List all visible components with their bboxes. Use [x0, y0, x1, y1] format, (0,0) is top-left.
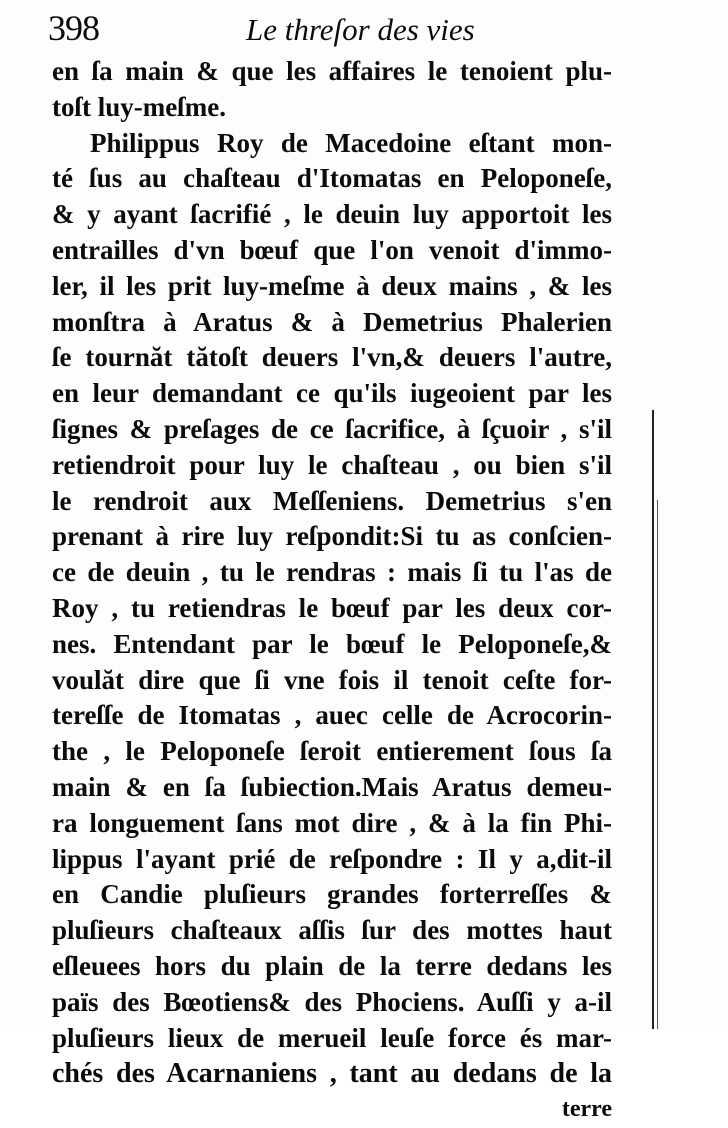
text-line: ler, il les prit luy-meſme à deux mains , & les: [52, 270, 612, 301]
text-line: nes. Entendant par le bœuf le Peloponeſe,&: [52, 628, 612, 659]
text-line: the , le Peloponeſe ſeroit entierement ſous ſa: [52, 736, 612, 767]
text-line: en leur demandant ce qu'ils iugeoient par les: [52, 378, 612, 409]
text-line: chés des Acarnaniens , tant au dedans de la: [52, 1058, 612, 1090]
page-gutter-edge: [657, 500, 658, 1029]
text-line: tereſſe de Itomatas , auec celle de Acrocorin-: [52, 700, 612, 731]
text-line: ſignes & preſages de ce ſacrifice, à ſçuoir , s'il: [52, 413, 612, 444]
text-line: en ſa main & que les affaires le tenoient plu-: [52, 56, 612, 86]
text-line: le rendroit aux Meſſeniens. Demetrius s'en: [52, 485, 612, 516]
text-line: voulăt dire que ſi vne fois il tenoit ceſte for-: [52, 664, 612, 695]
text-line: monſtra à Aratus & à Demetrius Phalerien: [52, 306, 612, 337]
text-line: pluſieurs lieux de merueil leuſe force és mar-: [52, 1022, 612, 1053]
text-line: té ſus au chaſteau d'Itomatas en Peloponeſe,: [52, 163, 612, 194]
paragraph-start-line: Philippus Roy de Macedoine eſtant mon-: [90, 127, 612, 158]
body-text: [52, 54, 612, 1128]
text-line: ra longuement ſans mot dire , & à la fin Phi-: [52, 807, 612, 838]
page-gutter-shadow: [652, 410, 654, 1029]
text-line: ſe tournăt tătoſt deuers l'vn,& deuers l'autre,: [52, 342, 612, 373]
text-line: Roy , tu retiendras le bœuf par les deux cor-: [52, 592, 612, 623]
text-line: ce de deuin , tu le rendras : mais ſi tu l'as de: [52, 557, 612, 588]
book-title: Le threſor des vies: [246, 12, 475, 47]
text-line: eſleuees hors du plain de la terre dedans les: [52, 950, 612, 981]
text-line: main & en ſa ſubiection.Mais Aratus demeu-: [52, 771, 612, 802]
text-line: en Candie pluſieurs grandes forterreſſes &: [52, 879, 612, 910]
text-line: prenant à rire luy reſpondit:Si tu as conſcien-: [52, 521, 612, 552]
text-line: toſt luy-meſme.: [52, 91, 226, 122]
running-head: [48, 8, 618, 48]
text-line: lippus l'ayant prié de reſpondre : Il y a,dit-il: [52, 843, 612, 874]
catchword: terre: [561, 1096, 612, 1123]
page-number: 398: [48, 8, 99, 48]
text-line: & y ayant ſacrifié , le deuin luy apportoit les: [52, 199, 612, 230]
text-line: pluſieurs chaſteaux aſſis ſur des mottes haut: [52, 915, 612, 946]
text-line: entrailles d'vn bœuf que l'on venoit d'immo-: [52, 234, 612, 265]
text-line: païs des Bœotiens& des Phociens. Auſſi y a-il: [52, 986, 612, 1017]
text-line: retiendroit pour luy le chaſteau , ou bien s'il: [52, 449, 612, 480]
